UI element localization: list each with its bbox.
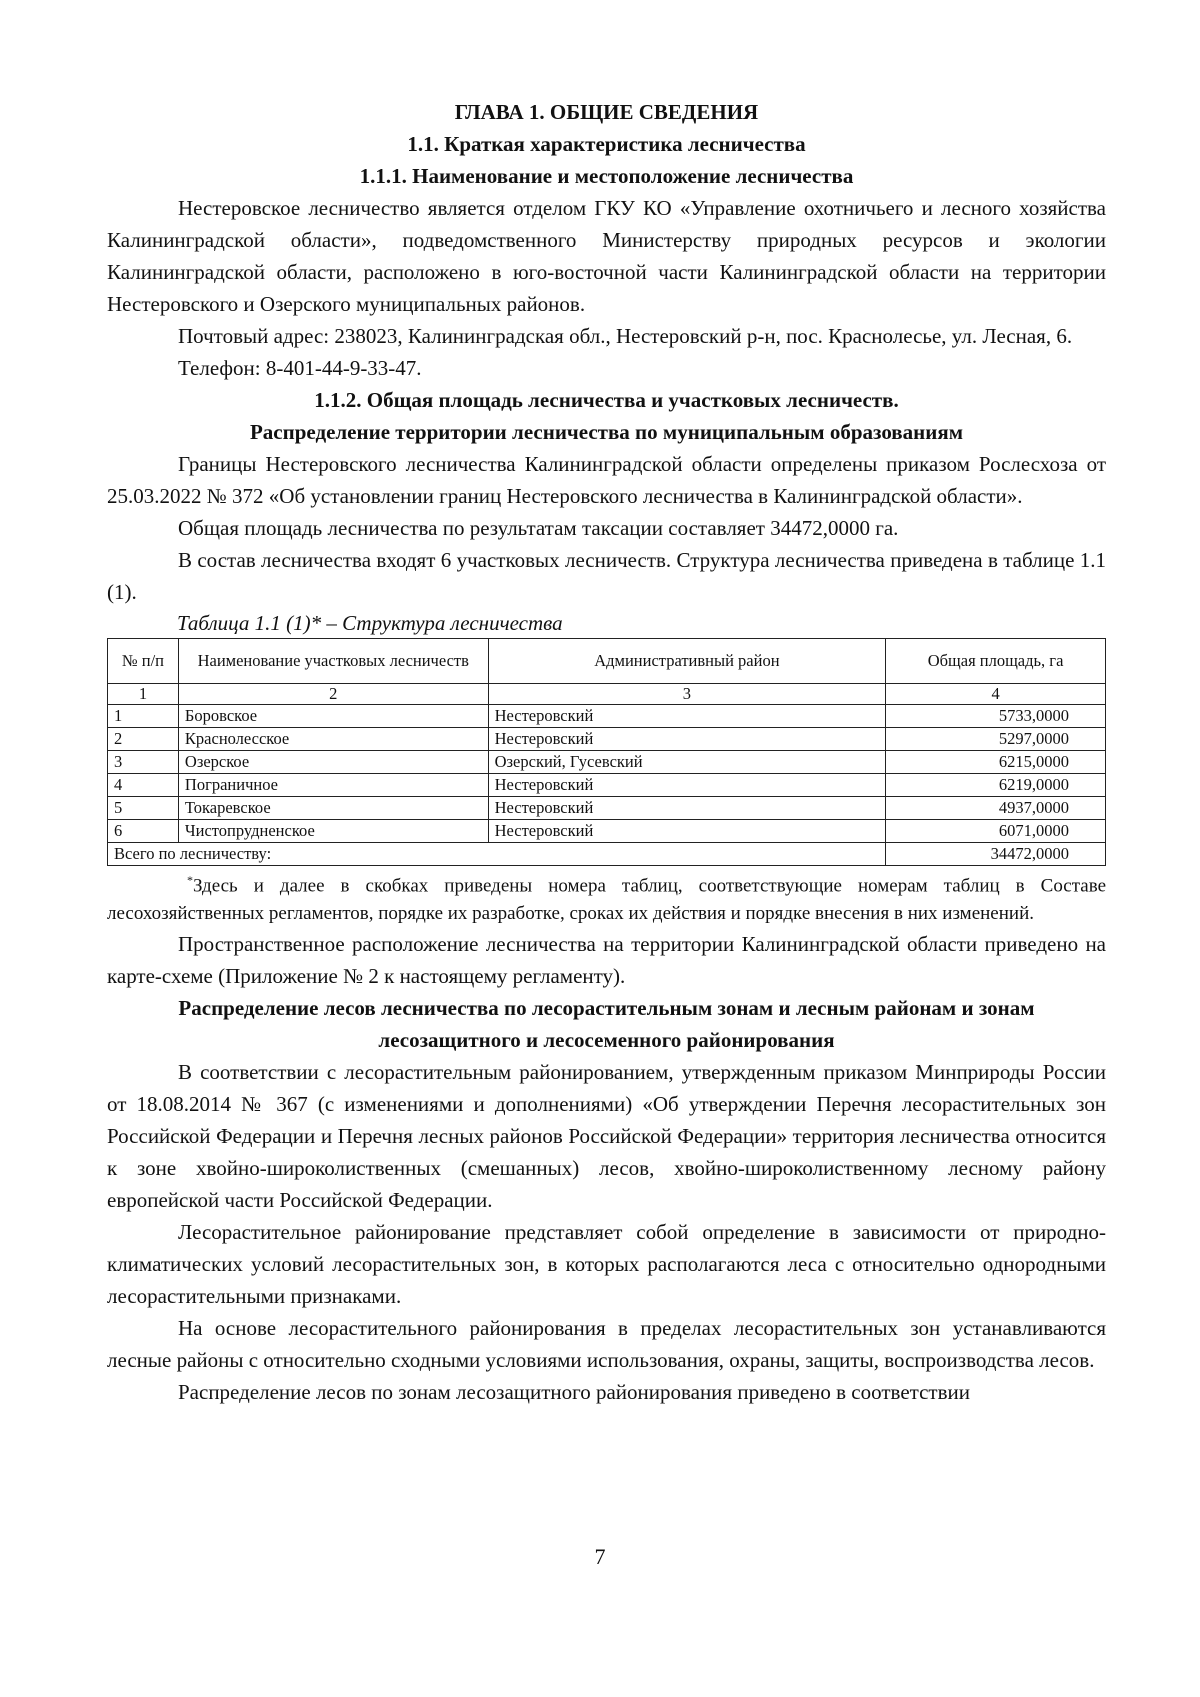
- paragraph: Пространственное расположение лесничества на территории Калининградской области приведено на карте-схеме (Приложение № 2 к настоящему регламенту).: [107, 932, 1106, 989]
- paragraph: Почтовый адрес: 238023, Калининградская обл., Нестеровский р-н, пос. Краснолесье, ул. Лесная, 6.: [178, 324, 1073, 348]
- cell-district: Озерский, Гусевский: [488, 751, 886, 774]
- cell-district: Нестеровский: [488, 705, 886, 728]
- cell-index: 1: [108, 705, 179, 728]
- paragraph: Лесорастительное районирование представляет собой определение в зависимости от природно-климатических условий лесорастительных зон, в которых располагаются леса с относительно однородными лесорастительными признаками.: [107, 1220, 1106, 1309]
- paragraph: В состав лесничества входят 6 участковых лесничеств. Структура лесничества приведена в таблице 1.1 (1).: [107, 548, 1106, 604]
- cell-area: 4937,0000: [886, 797, 1106, 820]
- paragraph: Общая площадь лесничества по результатам таксации составляет 34472,0000 га.: [178, 516, 899, 540]
- cell-district: Нестеровский: [488, 774, 886, 797]
- paragraph: В соответствии с лесорастительным районированием, утвержденным приказом Минприроды России от 18.08.2014 № 367 (с изменениями и дополнениями) «Об утверждении Перечня лесорастительных зон Российской Федерации и Перечня лесных районов Российской Федерации» территория лесничества относится к зоне хвойно-широколиственных (смешанных) лесов, хвойно-широколиственному лесному району европейской части Российской Федерации.: [107, 1060, 1106, 1213]
- column-number: 2: [178, 684, 488, 705]
- column-number: 3: [488, 684, 886, 705]
- section-heading: 1.1. Краткая характеристика лесничества: [407, 132, 806, 156]
- table-row: [108, 797, 1106, 820]
- cell-index: 4: [108, 774, 179, 797]
- subheading: лесозащитного и лесосеменного районирования: [378, 1028, 835, 1053]
- header-cell: № п/п: [108, 639, 179, 684]
- cell-name: Краснолесское: [178, 728, 488, 751]
- cell-area: 6071,0000: [886, 820, 1106, 843]
- paragraph: Телефон: 8-401-44-9-33-47.: [178, 356, 422, 380]
- table-header-row: [108, 639, 1106, 684]
- forestry-structure-table: [107, 638, 1106, 866]
- cell-index: 6: [108, 820, 179, 843]
- cell-district: Нестеровский: [488, 797, 886, 820]
- table-row: [108, 774, 1106, 797]
- footnote-mark: *: [187, 873, 193, 887]
- table-row: [108, 705, 1106, 728]
- cell-name: Боровское: [178, 705, 488, 728]
- subsection-heading: 1.1.1. Наименование и местоположение лесничества: [359, 164, 854, 188]
- header-cell: Административный район: [488, 639, 886, 684]
- cell-name: Токаревское: [178, 797, 488, 820]
- subsection-heading: 1.1.2. Общая площадь лесничества и участковых лесничеств.: [314, 388, 899, 412]
- cell-area: 6215,0000: [886, 751, 1106, 774]
- table-row: [108, 751, 1106, 774]
- column-number-row: [108, 684, 1106, 705]
- paragraph: Границы Нестеровского лесничества Калининградской области определены приказом Рослесхоза от 25.03.2022 № 372 «Об установлении границ Нестеровского лесничества в Калининградской области».: [107, 452, 1106, 508]
- total-value: 34472,0000: [886, 843, 1106, 866]
- paragraph: Распределение лесов по зонам лесозащитного районирования приведено в соответствии: [178, 1380, 970, 1405]
- paragraph: Нестеровское лесничество является отделом ГКУ КО «Управление охотничьего и лесного хозяйства Калининградской области», подведомственного Министерству природных ресурсов и экологии Калининградской области, расположено в юго-восточной части Калининградской области на территории Нестеровского и Озерского муниципальных районов.: [107, 196, 1106, 316]
- subheading: Распределение территории лесничества по муниципальным образованиям: [249, 420, 964, 444]
- cell-district: Нестеровский: [488, 728, 886, 751]
- cell-area: 5297,0000: [886, 728, 1106, 751]
- document-page: [107, 96, 1106, 1408]
- cell-area: 6219,0000: [886, 774, 1106, 797]
- cell-index: 5: [108, 797, 179, 820]
- cell-name: Пограничное: [178, 774, 488, 797]
- cell-district: Нестеровский: [488, 820, 886, 843]
- column-number: 4: [886, 684, 1106, 705]
- table-total-row: [108, 843, 1106, 866]
- cell-name: Озерское: [178, 751, 488, 774]
- header-cell: Наименование участковых лесничеств: [178, 639, 488, 684]
- column-number: 1: [108, 684, 179, 705]
- cell-name: Чистопрудненское: [178, 820, 488, 843]
- page-number: 7: [594, 1544, 606, 1569]
- table-row: [108, 728, 1106, 751]
- cell-index: 3: [108, 751, 179, 774]
- cell-index: 2: [108, 728, 179, 751]
- subheading: Распределение лесов лесничества по лесорастительным зонам и лесным районам и зонам: [178, 996, 1035, 1021]
- total-label: Всего по лесничеству:: [108, 843, 886, 866]
- header-cell: Общая площадь, га: [886, 639, 1106, 684]
- table-row: [108, 820, 1106, 843]
- paragraph: На основе лесорастительного районирования в пределах лесорастительных зон устанавливаются лесные районы с относительно сходными условиями использования, охраны, защиты, воспроизводства лесов.: [107, 1316, 1106, 1373]
- footnote: [107, 866, 1106, 928]
- cell-area: 5733,0000: [886, 705, 1106, 728]
- table-caption: Таблица 1.1 (1)* – Структура лесничества: [177, 611, 563, 635]
- chapter-title: ГЛАВА 1. ОБЩИЕ СВЕДЕНИЯ: [454, 100, 759, 124]
- footnote-text: Здесь и далее в скобках приведены номера таблиц, соответствующие номерам таблиц в Составе лесохозяйственных регламентов, порядке их разработке, сроках их действия и порядке внесения в них изменений.: [107, 875, 1106, 925]
